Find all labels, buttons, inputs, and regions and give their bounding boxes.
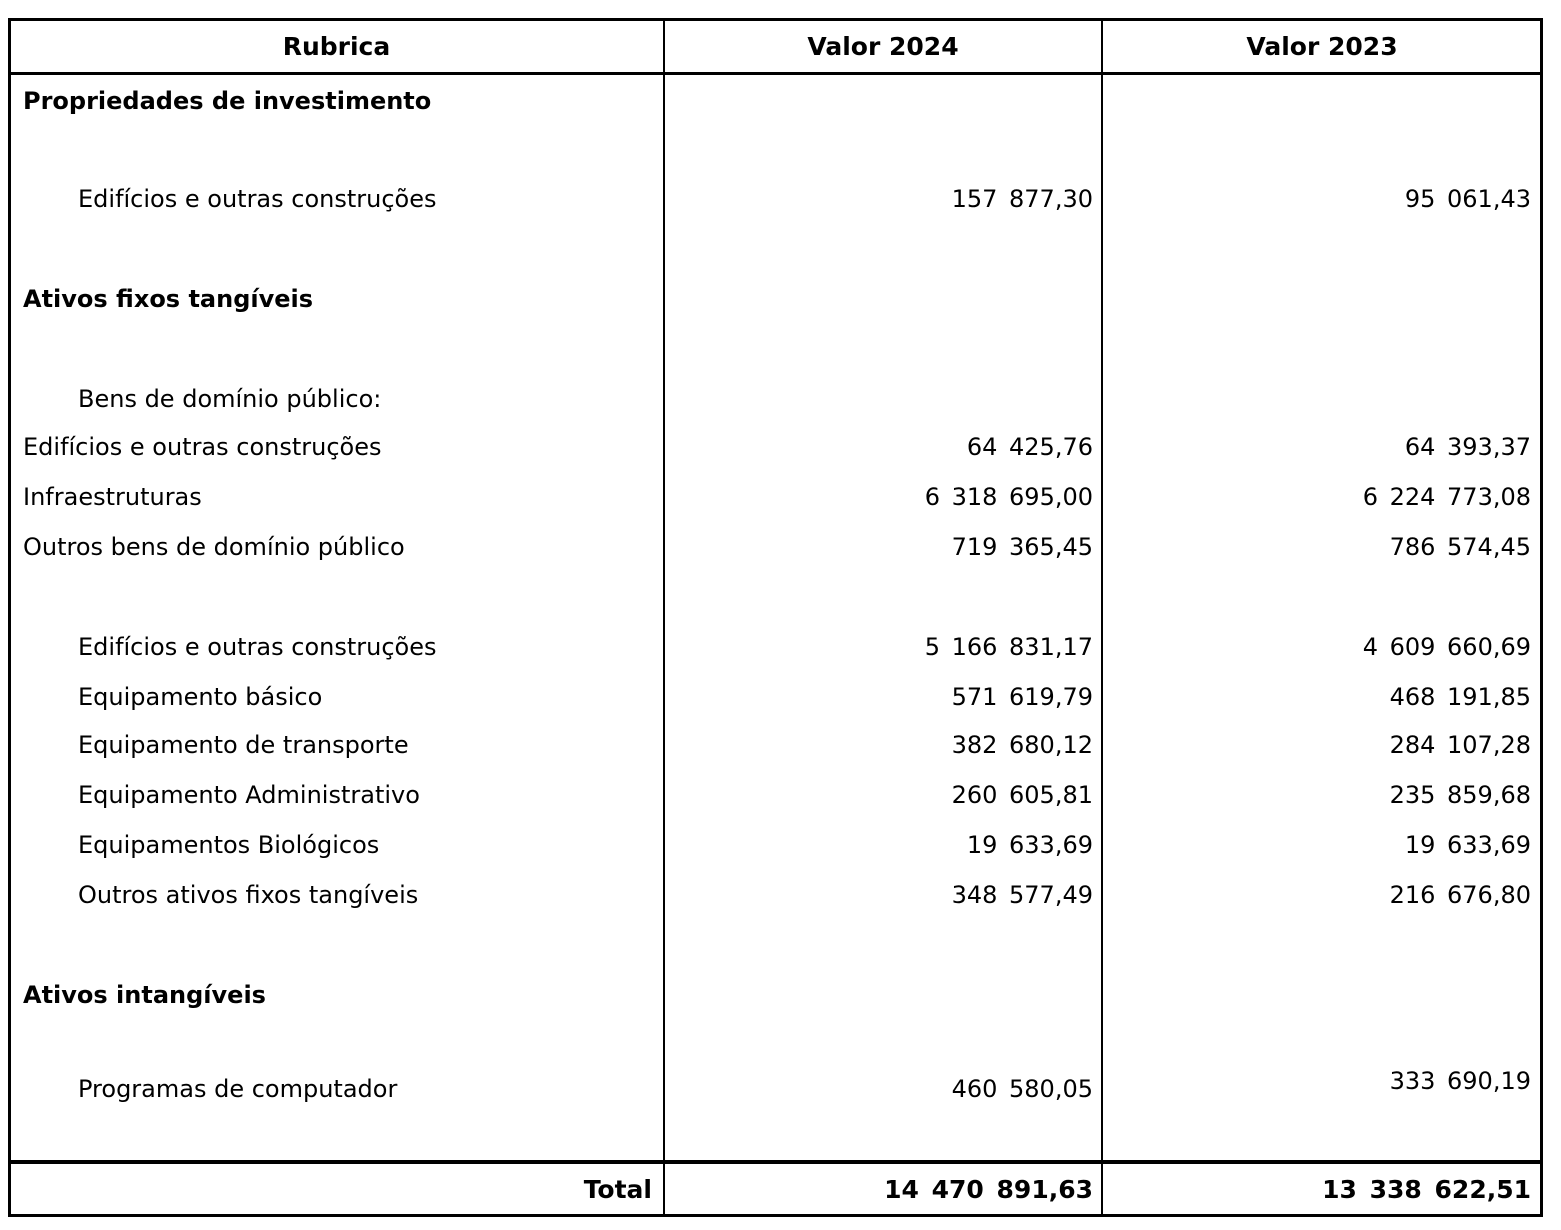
row-label: Bens de domínio público:	[78, 385, 382, 413]
table-row	[0, 527, 1561, 567]
row-label: Outros bens de domínio público	[23, 533, 405, 561]
value-2023: 468 191,85	[1389, 683, 1531, 711]
value-2023: 333 690,19	[1389, 1067, 1531, 1095]
value-2024: 460 580,05	[951, 1075, 1093, 1103]
table-row	[0, 279, 1561, 319]
value-2024: 260 605,81	[951, 781, 1093, 809]
total-value-2023: 13 338 622,51	[1322, 1175, 1531, 1204]
table-row	[0, 875, 1561, 915]
value-2024: 571 619,79	[951, 683, 1093, 711]
row-label: Edifícios e outras construções	[78, 633, 437, 661]
table-row	[0, 81, 1561, 121]
header-rubrica: Rubrica	[282, 31, 391, 61]
section-label: Propriedades de investimento	[23, 87, 432, 115]
value-2024: 157 877,30	[951, 185, 1093, 213]
section-label: Ativos intangíveis	[23, 981, 266, 1009]
row-label: Equipamento de transporte	[78, 731, 409, 759]
value-2023: 216 676,80	[1389, 881, 1531, 909]
table-row	[0, 825, 1561, 865]
table-row	[0, 677, 1561, 717]
table-row	[0, 627, 1561, 667]
value-2024: 19 633,69	[966, 831, 1093, 859]
header-valor-2024: Valor 2024	[807, 31, 959, 61]
value-2024: 348 577,49	[951, 881, 1093, 909]
value-2023: 64 393,37	[1404, 433, 1531, 461]
value-2023: 6 224 773,08	[1362, 483, 1531, 511]
table-row	[0, 725, 1561, 765]
total-value-2024: 14 470 891,63	[884, 1175, 1093, 1204]
table-row	[0, 1069, 1561, 1109]
value-2023: 786 574,45	[1389, 533, 1531, 561]
value-2024: 719 365,45	[951, 533, 1093, 561]
table-row	[0, 975, 1561, 1015]
row-label: Programas de computador	[78, 1075, 398, 1103]
value-2024: 64 425,76	[966, 433, 1093, 461]
row-label: Infraestruturas	[23, 483, 202, 511]
row-label: Equipamento básico	[78, 683, 323, 711]
value-2023: 19 633,69	[1404, 831, 1531, 859]
value-2024: 5 166 831,17	[924, 633, 1093, 661]
value-2023: 284 107,28	[1389, 731, 1531, 759]
table-row	[0, 179, 1561, 219]
row-label: Edifícios e outras construções	[78, 185, 437, 213]
table-row	[0, 379, 1561, 419]
row-label: Edifícios e outras construções	[23, 433, 382, 461]
header-valor-2023: Valor 2023	[1246, 31, 1398, 61]
table-row	[0, 775, 1561, 815]
table-row	[0, 477, 1561, 517]
row-label: Equipamento Administrativo	[78, 781, 420, 809]
table-row	[0, 427, 1561, 467]
value-2023: 235 859,68	[1389, 781, 1531, 809]
section-label: Ativos fixos tangíveis	[23, 285, 314, 313]
total-label: Total	[583, 1175, 652, 1204]
row-label: Equipamentos Biológicos	[78, 831, 380, 859]
value-2023: 4 609 660,69	[1362, 633, 1531, 661]
value-2024: 6 318 695,00	[924, 483, 1093, 511]
value-2024: 382 680,12	[951, 731, 1093, 759]
value-2023: 95 061,43	[1404, 185, 1531, 213]
row-label: Outros ativos fixos tangíveis	[78, 881, 419, 909]
